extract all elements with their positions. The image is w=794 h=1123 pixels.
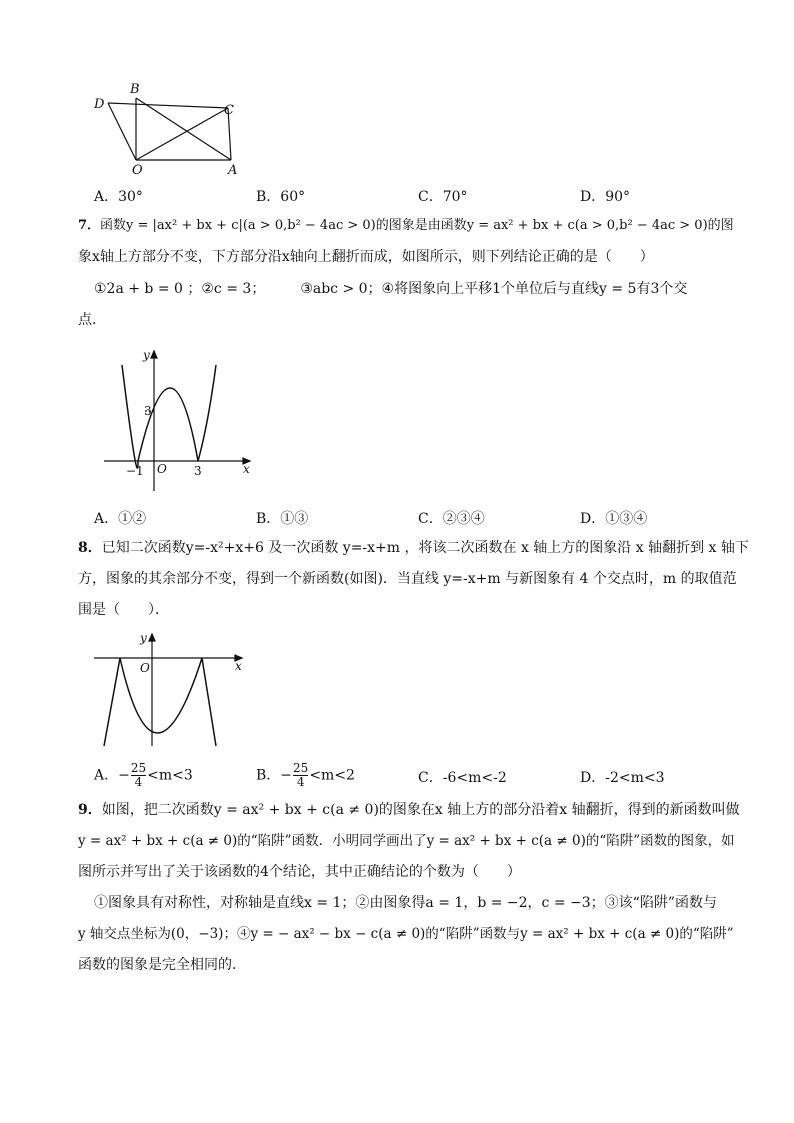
q8-label-y: y [140,631,147,645]
q8-y-arrow [149,634,155,641]
q7-stem-line-4: 点． [78,312,106,328]
q8-option-a-num: 25 [130,761,147,775]
q8-option-b-num: 25 [293,761,309,775]
q8-option-a[interactable] [94,762,193,789]
q8-number: 8． [78,540,102,556]
q9-text-1: 如图，把二次函数y = ax² + bx + c(a ≠ 0)的图象在x 轴上方的部分沿着x 轴翻折，得到的新函数叫做 [101,802,740,818]
q8-option-a-prefix: A．− [94,767,130,784]
q6-label-o: O [132,163,143,178]
q9-stem-line-1 [78,800,740,820]
q8-option-a-suffix: <m<3 [147,767,193,784]
q9-stem-line-6: 函数的图象是完全相同的． [78,957,246,973]
q7-stem-line-2: 象x轴上方部分不变，下方部分沿x轴向上翻折而成，如图所示，则下列结论正确的是（ ） [78,249,654,265]
q6-segment-oc [136,108,228,160]
q6-label-c: C [224,103,234,118]
q8-option-d[interactable]: D．-2<m<3 [580,770,665,786]
q8-curve [104,658,216,746]
q7-option-d[interactable]: D．①③④ [580,511,648,527]
q6-option-b[interactable]: B．60° [256,189,306,205]
q8-option-c[interactable]: C．-6<m<-2 [418,770,507,786]
q7-option-a[interactable]: A．①② [94,511,147,527]
q9-stem-line-2: y = ax² + bx + c(a ≠ 0)的“陷阱”函数．小明同学画出了y = ax² + bx + c(a ≠ 0)的“陷阱”函数的图象，如 [78,833,735,849]
q9-stem-line-3: 图所示并写出了关于该函数的4个结论，其中正确结论的个数为（ ） [78,864,521,880]
q6-option-a[interactable]: A．30° [94,189,143,205]
q9-stem-line-4: ①图象具有对称性，对称轴是直线x = 1；②由图象得a = 1，b = −2，c = −3；③该“陷阱”函数与 [94,895,717,911]
q7-y-arrow [151,351,157,358]
q8-option-b-suffix: <m<2 [309,767,355,784]
q8-graph [90,628,250,750]
q7-label-neg1: −1 [126,464,144,478]
q7-stem-line-3: ①2a + b = 0 ；②c = 3； ③abc > 0；④将图象向上平移1个单位后与直线y = 5有3个交 [94,281,688,297]
q7-label-x: x [243,462,250,476]
q9-stem-line-5: y 轴交点坐标为(0，−3)；④y = − ax² − bx − c(a ≠ 0)的“陷阱”函数与y = ax² + bx + c(a ≠ 0)的“陷阱” [78,926,734,942]
q8-option-b-den: 4 [296,775,305,789]
q6-label-d: D [94,97,105,112]
q9-number: 9． [78,802,102,818]
q7-label-3y: 3 [144,404,152,418]
q6-options [94,186,734,206]
q8-stem-line-1 [78,538,749,558]
q8-label-x: x [235,659,242,673]
q6-segment-do [108,103,136,160]
q7-option-c[interactable]: C．②③④ [418,511,485,527]
q7-label-o: O [157,462,167,476]
q7-text-1: 函数y = |ax² + bx + c|(a > 0,b² − 4ac > 0)的图象是由函数y = ax² + bx + c(a > 0,b² − 4ac > 0)的图 [100,218,734,233]
q7-curve [122,365,216,468]
q6-label-b: B [130,82,140,97]
q6-label-a: A [228,163,238,178]
q8-option-a-fraction [131,762,146,789]
q6-figure [88,78,258,178]
q8-option-b-prefix: B．− [256,767,293,784]
q8-option-a-den: 4 [134,775,143,789]
q6-option-c[interactable]: C．70° [418,189,468,205]
q8-options [94,762,734,792]
q8-stem-line-2: 方，图象的其余部分不变，得到一个新函数(如图)．当直线 y=-x+m 与新图象有 4 个交点时，m 的取值范 [78,571,737,587]
q6-option-d[interactable]: D．90° [580,189,631,205]
q6-segment-dc [108,103,228,108]
q8-stem-line-3: 围是（ ）． [78,602,169,618]
q8-text-1: 已知二次函数y=-x²+x+6 及一次函数 y=-x+m ，将该二次函数在 x 轴上方的图象沿 x 轴翻折到 x 轴下 [101,540,749,556]
q7-options [94,508,734,528]
q7-graph [100,345,260,495]
q7-stem-line-1 [78,216,734,236]
q7-option-b[interactable]: B．①③ [256,511,309,527]
q7-label-y: y [143,348,150,362]
q8-option-b[interactable] [256,762,355,789]
q8-option-b-fraction [293,762,308,789]
q7-label-3x: 3 [194,464,202,478]
q8-label-o: O [140,661,150,675]
q7-number: 7． [78,218,101,233]
